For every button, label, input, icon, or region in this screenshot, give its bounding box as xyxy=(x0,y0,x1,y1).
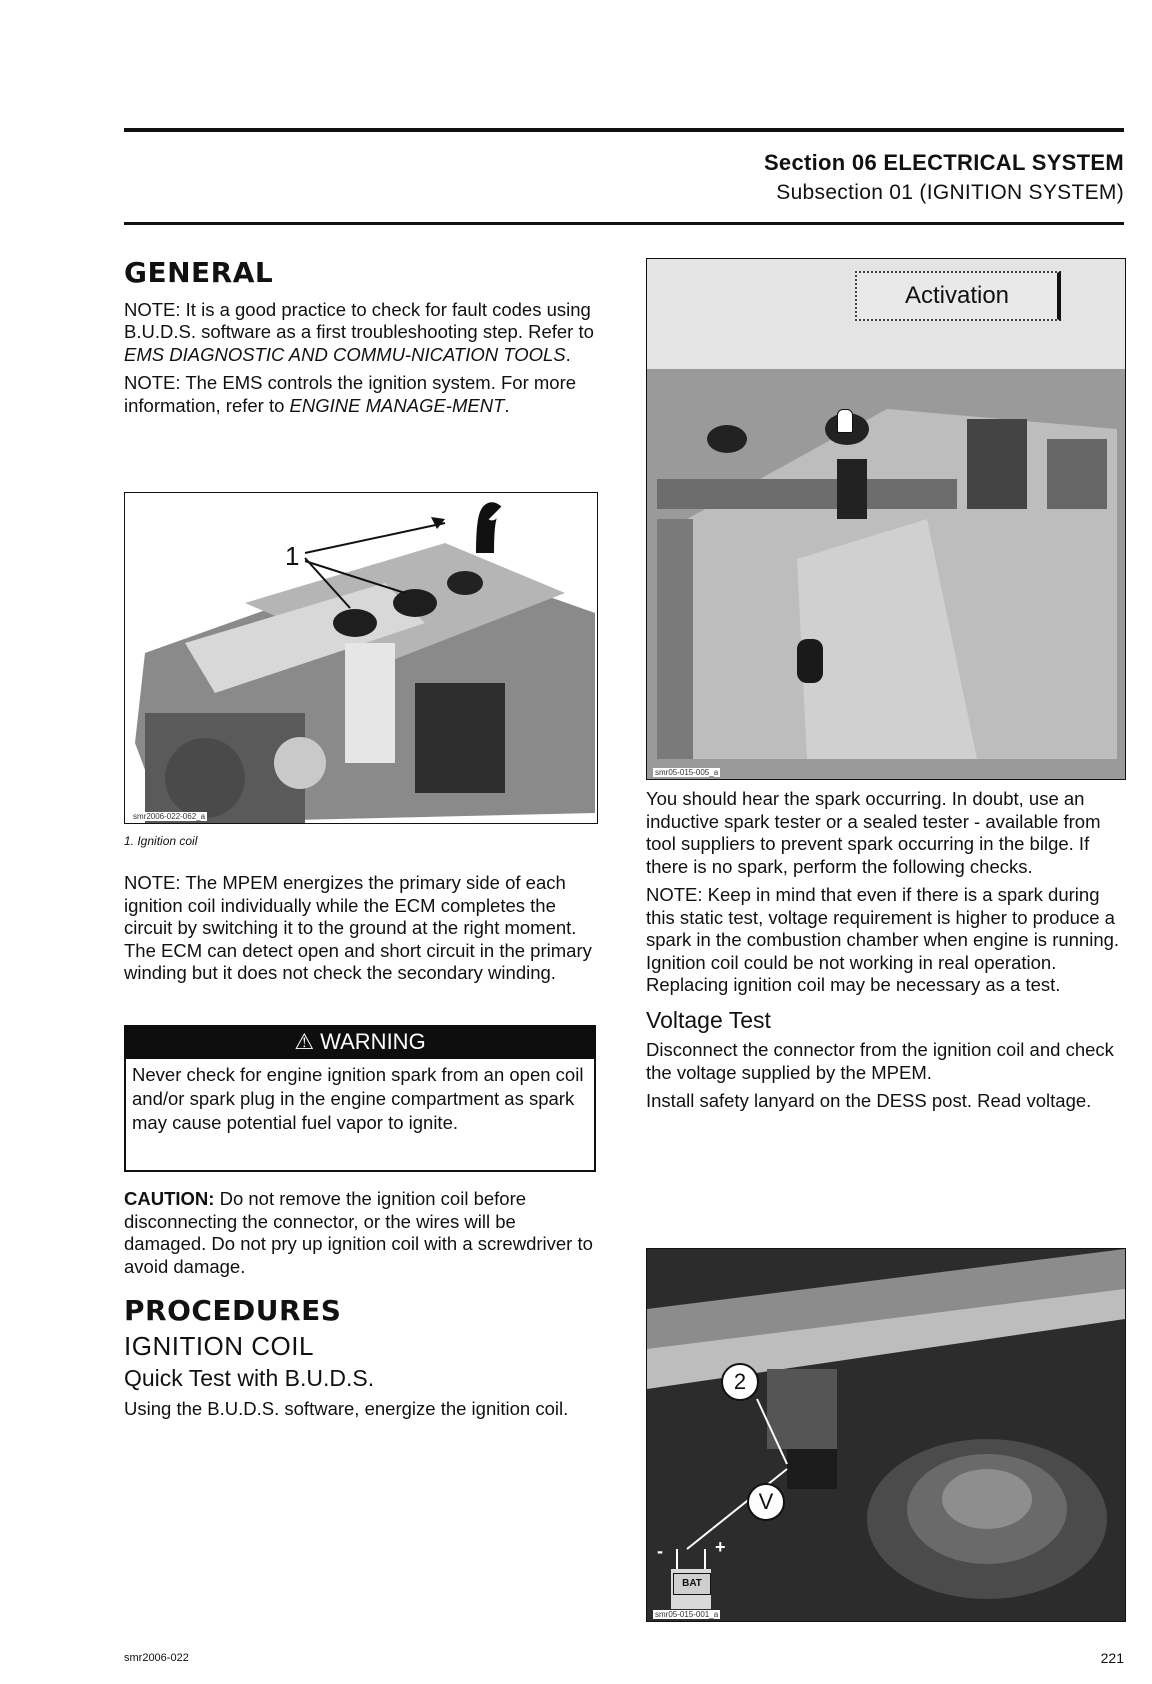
note-label: NOTE: xyxy=(124,872,181,893)
warning-title: WARNING xyxy=(320,1029,426,1054)
buds-screenshot-illustration xyxy=(647,259,1125,779)
page-number: 221 xyxy=(1100,1650,1124,1666)
note-text: The EMS controls the ignition system. For more information, refer to xyxy=(124,372,577,416)
activation-button[interactable] xyxy=(855,271,1061,321)
left-column-middle xyxy=(124,872,596,991)
header-bottom-rule xyxy=(124,222,1124,225)
note-end: . xyxy=(504,394,510,416)
subsection-title: Subsection 01 (IGNITION SYSTEM) xyxy=(776,181,1124,204)
warning-text: Never check for engine ignition spark from an open coil and/or spark plug in the engine compartment as spark may cause potential fuel vapor to ignite. xyxy=(132,1064,584,1133)
callout-2-label: 2 xyxy=(733,1369,747,1394)
voltage-test-illustration xyxy=(647,1249,1125,1621)
reference-engine-management: ENGINE MANAGE-MENT xyxy=(289,394,505,416)
callout-v-label: V xyxy=(758,1489,774,1514)
header-top-rule xyxy=(124,128,1124,132)
battery-label: BAT xyxy=(682,1578,702,1589)
section-title: Section 06 ELECTRICAL SYSTEM xyxy=(763,150,1124,175)
quick-test-text: Using the B.U.D.S. software, energize the ignition coil. xyxy=(124,1397,569,1419)
engine-illustration xyxy=(125,493,597,823)
figure-ignition-coil-photo xyxy=(124,492,598,824)
reference-ems-diagnostic: EMS DIAGNOSTIC AND COMMU-NICATION TOOLS xyxy=(124,343,566,365)
footer-doc-code: smr2006-022 xyxy=(124,1652,189,1664)
caution-text: Do not remove the ignition coil before disconnecting the connector, or the wires will be damaged. Do not pry up ignition coil with a screwdriver to avoid damage. xyxy=(124,1188,593,1277)
general-heading: GENERAL xyxy=(124,256,274,289)
figure-buds-activation xyxy=(646,258,1126,780)
left-column-top xyxy=(124,256,596,423)
voltage-text-1: Disconnect the connector from the ignition coil and check the voltage supplied by the MPEM. xyxy=(646,1039,1114,1083)
note-text: The MPEM energizes the primary side of each ignition coil individually while the ECM completes the circuit by switching it to the ground at the right moment. The ECM can detect open and short circuit in the primary winding but it does not check the secondary winding. xyxy=(124,872,592,983)
callout-v-badge xyxy=(747,1483,785,1521)
note-label: NOTE: xyxy=(124,372,181,393)
note-fault-codes xyxy=(124,299,596,367)
left-column-bottom xyxy=(124,1188,596,1426)
ignition-coil-heading: IGNITION COIL xyxy=(124,1330,314,1361)
minus-terminal-label: - xyxy=(657,1541,663,1561)
note-ems-controls xyxy=(124,372,596,417)
caution-label: CAUTION: xyxy=(124,1188,215,1209)
figure-code: smr05-015-001_a xyxy=(655,1610,719,1619)
voltage-text-2: Install safety lanyard on the DESS post. Read voltage. xyxy=(646,1090,1092,1111)
note-label: NOTE: xyxy=(646,884,703,905)
battery-icon xyxy=(673,1573,711,1595)
figure-code: smr2006-022-062_a xyxy=(133,812,206,821)
figure-callout-1: 1 xyxy=(285,541,300,571)
spark-paragraph: You should hear the spark occurring. In doubt, use an inductive spark tester or a sealed tester - available from tool suppliers to prevent spark occurring in the bilge. If there is no spark, perform the following checks. xyxy=(646,788,1101,877)
warning-box xyxy=(124,1059,596,1172)
note-text: Keep in mind that even if there is a spark during this static test, voltage requirement is higher to produce a spark in the combustion chamber when engine is running. Ignition coil could be not working in real operation. Replacing ignition coil may be necessary as a test. xyxy=(646,884,1120,995)
figure-voltage-test xyxy=(646,1248,1126,1622)
note-mpem-energizes xyxy=(124,872,596,985)
procedures-heading: PROCEDURES xyxy=(124,1294,342,1327)
figure-code: smr05-015-005_a xyxy=(655,768,719,777)
note-end: . xyxy=(565,343,571,365)
right-column-text xyxy=(646,788,1124,1119)
caution-paragraph xyxy=(124,1188,596,1278)
voltage-test-heading: Voltage Test xyxy=(646,1006,771,1033)
pointer-cursor-icon xyxy=(837,409,853,433)
figure-caption: 1. Ignition coil xyxy=(124,834,198,848)
callout-2-badge xyxy=(721,1363,759,1401)
quick-test-heading: Quick Test with B.U.D.S. xyxy=(124,1365,375,1391)
note-static-test xyxy=(646,884,1124,997)
warning-triangle-icon: ⚠ xyxy=(294,1029,315,1054)
plus-terminal-label: + xyxy=(715,1537,726,1557)
activation-button-label: Activation xyxy=(904,282,1010,309)
note-label: NOTE: xyxy=(124,298,181,320)
warning-banner xyxy=(124,1025,596,1059)
note-text: It is a good practice to check for fault codes using B.U.D.S. software as a first troubleshooting step. Refer to xyxy=(124,298,594,342)
